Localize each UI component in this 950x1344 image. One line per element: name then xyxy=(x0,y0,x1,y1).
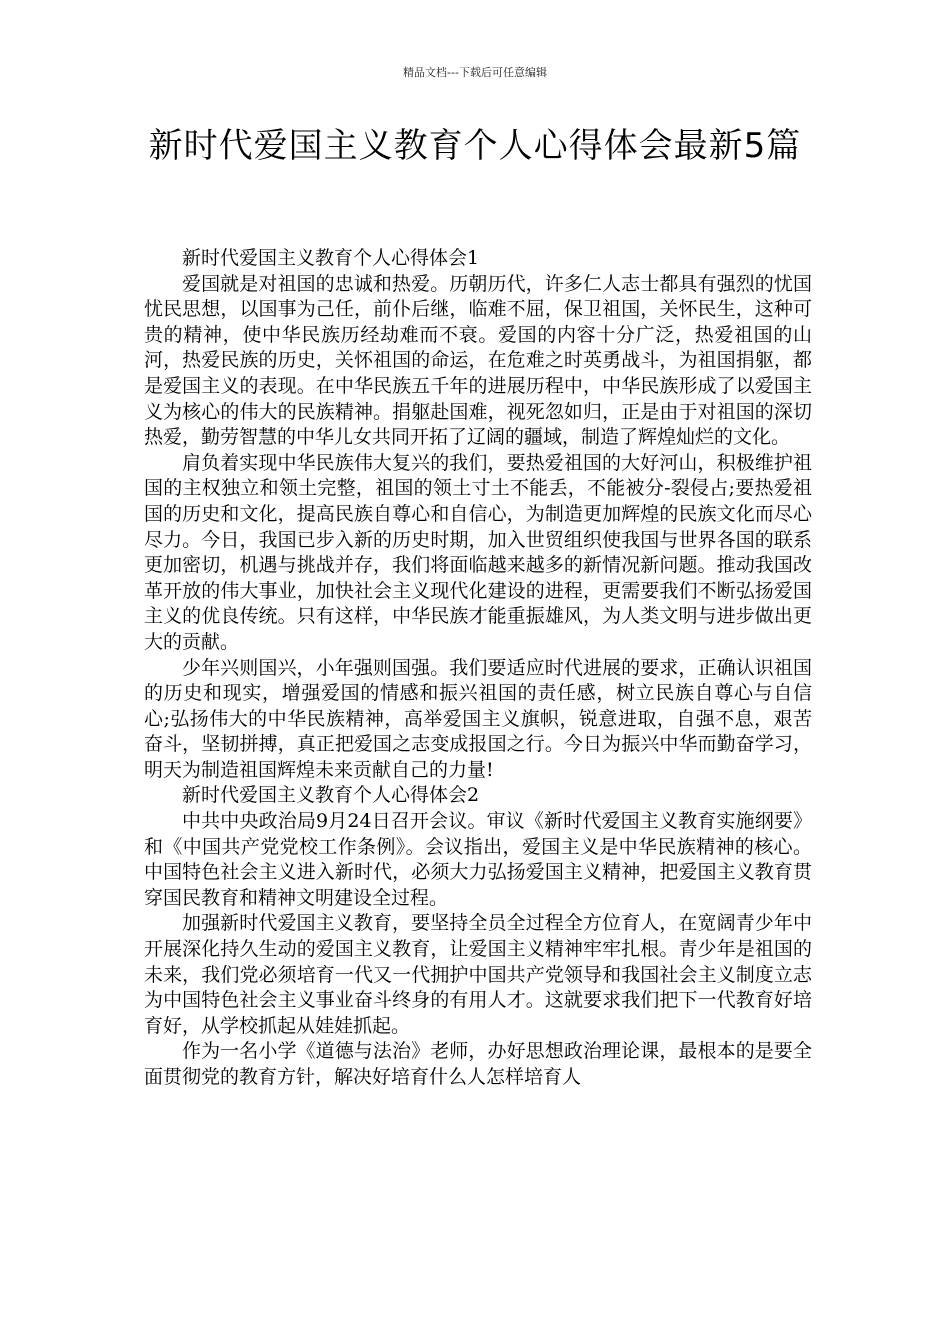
page-title: 新时代爱国主义教育个人心得体会最新5篇 xyxy=(148,126,802,166)
document-body xyxy=(144,246,812,1091)
section-heading-2: 新时代爱国主义教育个人心得体会2 xyxy=(182,784,480,807)
paragraph: 少年兴则国兴，小年强则国强。我们要适应时代进展的要求，正确认识祖国的历史和现实，增强爱国的情感和振兴祖国的责任感，树立民族自尊心与自信心;弘扬伟大的中华民族精神，高举爱国主义旗帜，锐意进取，自强不息，艰苦奋斗，坚韧拼搏，真正把爱国之志变成报国之行。今日为振兴中华而勤奋学习，明天为制造祖国辉煌未来贡献自己的力量! xyxy=(144,656,812,781)
paragraph: 加强新时代爱国主义教育，要坚持全员全过程全方位育人，在宽阔青少年中开展深化持久生动的爱国主义教育，让爱国主义精神牢牢扎根。青少年是祖国的未来，我们党必须培育一代又一代拥护中国共产党领导和我国社会主义制度立志为中国特色社会主义事业奋斗终身的有用人才。这就要求我们把下一代教育好培育好，从学校抓起从娃娃抓起。 xyxy=(144,912,812,1037)
paragraph: 肩负着实现中华民族伟大复兴的我们，要热爱祖国的大好河山，积极维护祖国的主权独立和领土完整，祖国的领土寸土不能丢，不能被分-裂侵占;要热爱祖国的历史和文化，提高民族自尊心和自信心，为制造更加辉煌的民族文化而尽心尽力。今日，我国已步入新的历史时期，加入世贸组织使我国与世界各国的联系更加密切，机遇与挑战并存，我们将面临越来越多的新情况新问题。推动我国改革开放的伟大事业，加快社会主义现代化建设的进程，更需要我们不断弘扬爱国主义的优良传统。只有这样，中华民族才能重振雄风，为人类文明与进步做出更大的贡献。 xyxy=(144,451,812,653)
paragraph: 爱国就是对祖国的忠诚和热爱。历朝历代，许多仁人志士都具有强烈的忧国忧民思想，以国事为己任，前仆后继，临难不屈，保卫祖国，关怀民生，这种可贵的精神，使中华民族历经劫难而不衰。爱国的内容十分广泛，热爱祖国的山河，热爱民族的历史，关怀祖国的命运，在危难之时英勇战斗，为祖国捐躯，都是爱国主义的表现。在中华民族五千年的进展历程中，中华民族形成了以爱国主义为核心的伟大的民族精神。捐躯赴国难，视死忽如归，正是由于对祖国的深切热爱，勤劳智慧的中华儿女共同开拓了辽阔的疆域，制造了辉煌灿烂的文化。 xyxy=(144,272,812,449)
paragraph: 作为一名小学《道德与法治》老师，办好思想政治理论课，最根本的是要全面贯彻党的教育方针，解决好培育什么人怎样培育人 xyxy=(144,1040,812,1088)
paragraph: 中共中央政治局9月24日召开会议。审议《新时代爱国主义教育实施纲要》和《中国共产党党校工作条例》。会议指出，爱国主义是中华民族精神的核心。中国特色社会主义进入新时代，必须大力弘扬爱国主义精神，把爱国主义教育贯穿国民教育和精神文明建设全过程。 xyxy=(144,810,812,909)
header-note: 精品文档---下载后可任意编辑 xyxy=(403,66,547,79)
section-heading-1: 新时代爱国主义教育个人心得体会1 xyxy=(182,247,480,269)
